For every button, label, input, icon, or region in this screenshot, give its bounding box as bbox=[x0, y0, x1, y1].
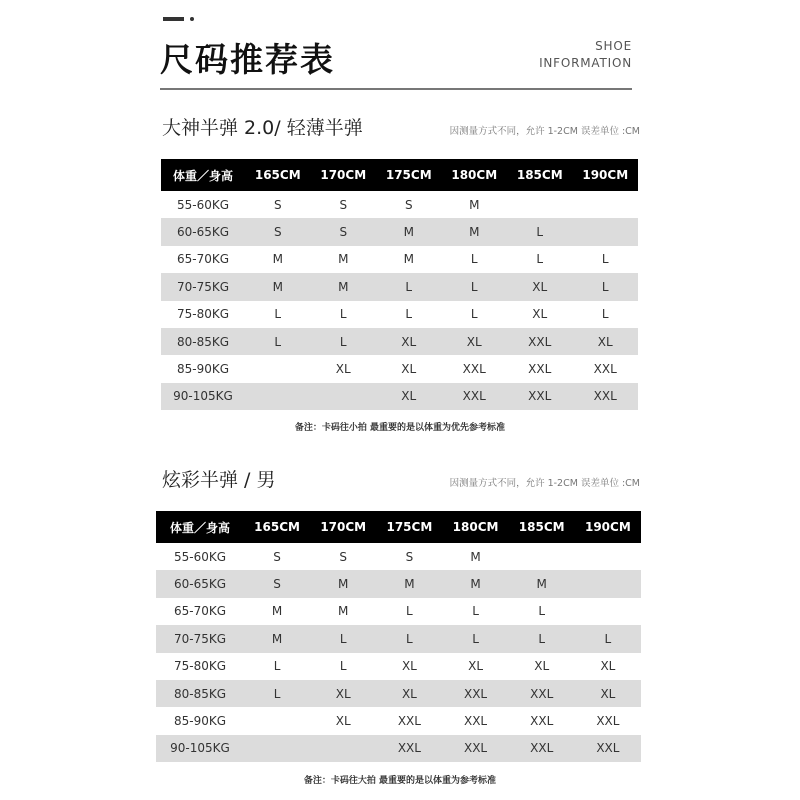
size-cell bbox=[507, 191, 573, 218]
size-cell: M bbox=[245, 273, 311, 300]
weight-cell: 80-85KG bbox=[156, 680, 244, 707]
section-note-2: 因测量方式不同，允许 1-2CM 误差单位 :CM bbox=[449, 478, 640, 489]
size-cell: L bbox=[274, 307, 282, 322]
size-cell: XL bbox=[534, 659, 550, 674]
english-label bbox=[539, 38, 632, 72]
size-cell: M bbox=[376, 570, 442, 597]
size-cell: M bbox=[310, 570, 376, 597]
size-cell: M bbox=[442, 218, 508, 245]
weight-cell: 55-60KG bbox=[176, 197, 230, 212]
size-cell: L bbox=[244, 680, 310, 707]
size-cell: M bbox=[311, 273, 377, 300]
size-cell: XL bbox=[468, 659, 483, 674]
weight-cell: 80-85KG bbox=[161, 328, 245, 355]
size-cell: L bbox=[472, 604, 479, 619]
size-cell: M bbox=[509, 570, 575, 597]
header-cell: 体重／身高 bbox=[161, 159, 245, 191]
size-cell: L bbox=[601, 307, 609, 322]
table-row bbox=[156, 625, 641, 652]
weight-cell: 75-80KG bbox=[176, 307, 230, 322]
size-cell: L bbox=[339, 307, 347, 322]
size-cell bbox=[509, 543, 575, 570]
section-note-1: 因测量方式不同，允许 1-2CM 误差单位 :CM bbox=[449, 126, 640, 137]
size-cell: M bbox=[403, 252, 414, 267]
size-cell: XXL bbox=[575, 735, 641, 762]
size-cell: L bbox=[538, 604, 546, 619]
table-row bbox=[156, 598, 641, 625]
table-row bbox=[161, 218, 638, 245]
size-cell: S bbox=[273, 549, 281, 564]
weight-cell: 60-65KG bbox=[156, 570, 244, 597]
size-cell: XL bbox=[600, 659, 616, 674]
size-cell bbox=[575, 570, 641, 597]
weight-cell: 55-60KG bbox=[173, 549, 227, 564]
table-row bbox=[156, 653, 641, 680]
size-cell: M bbox=[338, 252, 349, 267]
weight-cell: 65-70KG bbox=[173, 604, 227, 619]
table-row bbox=[161, 301, 638, 328]
size-cell: M bbox=[376, 218, 442, 245]
table-header-row bbox=[161, 159, 638, 191]
decorative-bar bbox=[163, 17, 184, 21]
size-cell: XXL bbox=[528, 362, 552, 377]
table-row bbox=[161, 246, 638, 273]
size-cell: M bbox=[244, 625, 310, 652]
table-row bbox=[156, 570, 641, 597]
header-cell: 体重／身高 bbox=[156, 511, 244, 543]
weight-cell: 75-80KG bbox=[173, 659, 227, 674]
section-title-2: 炫彩半弹 / 男 bbox=[162, 469, 276, 491]
size-cell: XXL bbox=[462, 362, 486, 377]
size-cell: L bbox=[509, 625, 575, 652]
size-cell: XXL bbox=[593, 362, 617, 377]
table-header-row bbox=[156, 511, 641, 543]
size-cell: XXL bbox=[442, 383, 508, 410]
size-cell: XL bbox=[376, 680, 442, 707]
header-cell: 165CM bbox=[244, 511, 310, 543]
weight-cell: 70-75KG bbox=[156, 625, 244, 652]
header-cell: 170CM bbox=[311, 159, 377, 191]
size-cell: M bbox=[272, 252, 283, 267]
header-cell: 165CM bbox=[245, 159, 311, 191]
size-cell: XXL bbox=[376, 735, 442, 762]
size-cell: XL bbox=[335, 714, 351, 729]
weight-cell: 65-70KG bbox=[176, 252, 230, 267]
size-cell: XL bbox=[442, 328, 508, 355]
size-cell: XL bbox=[507, 273, 573, 300]
size-cell: L bbox=[573, 273, 639, 300]
header-cell: 190CM bbox=[575, 511, 641, 543]
weight-cell: 70-75KG bbox=[161, 273, 245, 300]
size-cell: XL bbox=[401, 362, 417, 377]
size-cell: S bbox=[273, 197, 282, 212]
size-cell: XXL bbox=[442, 735, 508, 762]
size-cell: L bbox=[442, 273, 508, 300]
table-row bbox=[156, 707, 641, 734]
size-cell: XL bbox=[532, 307, 548, 322]
weight-cell: 90-105KG bbox=[161, 383, 245, 410]
size-cell: XL bbox=[376, 383, 442, 410]
size-cell bbox=[245, 355, 311, 382]
size-table-1 bbox=[161, 159, 638, 410]
size-cell: L bbox=[601, 252, 609, 267]
size-cell: XL bbox=[573, 328, 639, 355]
size-cell: XXL bbox=[509, 680, 575, 707]
size-cell: XXL bbox=[509, 735, 575, 762]
size-cell: S bbox=[245, 218, 311, 245]
english-label-line2: INFORMATION bbox=[539, 56, 632, 70]
size-cell: S bbox=[405, 549, 414, 564]
table-row bbox=[161, 328, 638, 355]
size-cell: L bbox=[376, 625, 442, 652]
size-cell: XXL bbox=[507, 383, 573, 410]
size-cell: XXL bbox=[397, 714, 421, 729]
header-cell: 175CM bbox=[376, 511, 442, 543]
size-cell: M bbox=[470, 549, 481, 564]
page-title: 尺码推荐表 bbox=[160, 40, 335, 79]
size-cell bbox=[245, 383, 311, 410]
decorative-dot bbox=[190, 17, 194, 21]
remark-1: 备注：卡码往小拍 最重要的是以体重为优先参考标准 bbox=[294, 423, 506, 433]
size-cell: XXL bbox=[573, 383, 639, 410]
size-cell bbox=[573, 191, 639, 218]
header-cell: 185CM bbox=[507, 159, 573, 191]
size-cell: S bbox=[244, 570, 310, 597]
size-cell: M bbox=[442, 570, 508, 597]
header-cell: 170CM bbox=[310, 511, 376, 543]
header-cell: 175CM bbox=[376, 159, 442, 191]
remark-2: 备注：卡码往大拍 最重要的是以体重为参考标准 bbox=[303, 776, 497, 786]
size-table-2 bbox=[156, 511, 641, 762]
size-cell: L bbox=[339, 659, 347, 674]
size-cell: L bbox=[273, 659, 281, 674]
size-cell bbox=[575, 598, 641, 625]
header-cell: 190CM bbox=[573, 159, 639, 191]
size-cell: L bbox=[536, 252, 544, 267]
size-cell: L bbox=[310, 625, 376, 652]
table-row bbox=[156, 735, 641, 762]
weight-cell: 85-90KG bbox=[173, 714, 227, 729]
size-cell: XXL bbox=[596, 714, 620, 729]
weight-cell: 60-65KG bbox=[161, 218, 245, 245]
size-cell: L bbox=[470, 252, 478, 267]
size-cell: L bbox=[442, 625, 508, 652]
size-cell: XL bbox=[310, 680, 376, 707]
table-row bbox=[161, 355, 638, 382]
header-cell: 180CM bbox=[442, 511, 508, 543]
size-cell: L bbox=[376, 273, 442, 300]
header-cell: 180CM bbox=[442, 159, 508, 191]
size-cell: L bbox=[507, 218, 573, 245]
size-cell: XL bbox=[335, 362, 351, 377]
size-cell: L bbox=[245, 328, 311, 355]
section-title-1: 大神半弹 2.0/ 轻薄半弹 bbox=[162, 117, 363, 139]
size-cell bbox=[310, 735, 376, 762]
size-cell bbox=[244, 735, 310, 762]
header-cell: 185CM bbox=[509, 511, 575, 543]
size-cell: L bbox=[470, 307, 478, 322]
size-cell: L bbox=[311, 328, 377, 355]
weight-cell: 85-90KG bbox=[176, 362, 230, 377]
size-cell: XXL bbox=[507, 328, 573, 355]
weight-cell: 90-105KG bbox=[156, 735, 244, 762]
size-cell: XXL bbox=[530, 714, 554, 729]
size-cell: M bbox=[338, 604, 349, 619]
size-cell bbox=[573, 218, 639, 245]
table-row bbox=[161, 191, 638, 218]
size-cell bbox=[311, 383, 377, 410]
size-cell: S bbox=[404, 197, 413, 212]
size-cell: L bbox=[405, 307, 413, 322]
size-cell: M bbox=[271, 604, 283, 619]
table-row bbox=[161, 383, 638, 410]
size-cell: L bbox=[575, 625, 641, 652]
size-cell: XL bbox=[401, 659, 417, 674]
table-row bbox=[156, 680, 641, 707]
size-cell: L bbox=[406, 604, 413, 619]
size-cell: S bbox=[339, 549, 348, 564]
size-cell bbox=[575, 543, 641, 570]
table-row bbox=[156, 543, 641, 570]
size-cell: XXL bbox=[442, 680, 508, 707]
title-divider bbox=[160, 88, 632, 90]
size-cell: S bbox=[311, 218, 377, 245]
table-row bbox=[161, 273, 638, 300]
size-cell: XL bbox=[575, 680, 641, 707]
size-cell: XL bbox=[376, 328, 442, 355]
size-cell: XXL bbox=[463, 714, 488, 729]
size-cell: M bbox=[469, 197, 480, 212]
english-label-line1: SHOE bbox=[595, 39, 632, 53]
size-cell bbox=[244, 707, 310, 734]
size-cell: S bbox=[339, 197, 348, 212]
